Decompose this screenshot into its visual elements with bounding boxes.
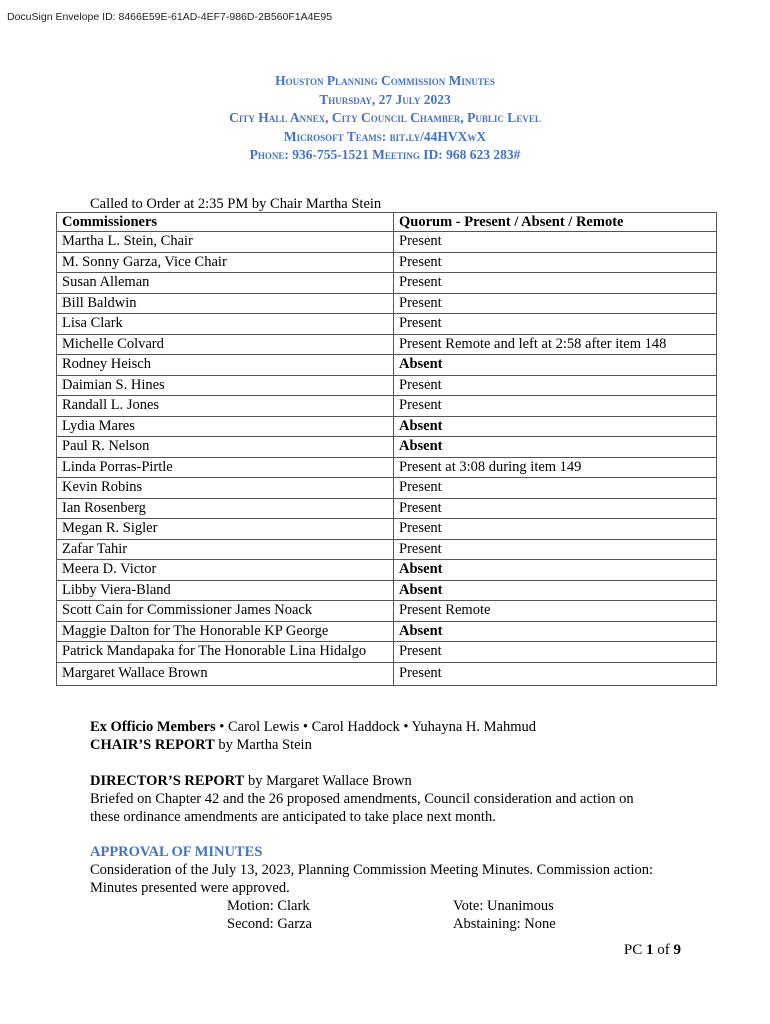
attendance-status: Present at 3:08 during item 149 bbox=[394, 457, 717, 478]
commissioner-name: Kevin Robins bbox=[57, 478, 394, 499]
table-row bbox=[57, 642, 717, 663]
attendance-status: Present bbox=[394, 232, 717, 253]
attendance-status: Present bbox=[394, 478, 717, 499]
commissioner-name: M. Sonny Garza, Vice Chair bbox=[57, 252, 394, 273]
attendance-status: Present bbox=[394, 252, 717, 273]
header-date: Thursday, 27 July 2023 bbox=[319, 91, 451, 107]
page-current: 1 bbox=[646, 942, 654, 958]
page-total: 9 bbox=[673, 942, 681, 958]
attendance-status: Present bbox=[394, 539, 717, 560]
attendance-status: Present bbox=[394, 642, 717, 663]
commissioner-name: Daimian S. Hines bbox=[57, 375, 394, 396]
table-row bbox=[57, 601, 717, 622]
commissioner-name: Lisa Clark bbox=[57, 314, 394, 335]
col-header-commissioners: Commissioners bbox=[57, 213, 394, 232]
ex-officio-members: • Carol Lewis • Carol Haddock • Yuhayna H. Mahmud bbox=[215, 719, 536, 735]
approval-title: APPROVAL OF MINUTES bbox=[90, 844, 263, 860]
chairs-report-by: by Martha Stein bbox=[214, 737, 312, 753]
table-row bbox=[57, 437, 717, 458]
attendance-status: Present bbox=[394, 396, 717, 417]
table-row bbox=[57, 314, 717, 335]
attendance-status: Present bbox=[394, 314, 717, 335]
attendance-status: Present bbox=[394, 293, 717, 314]
ex-officio-section bbox=[90, 718, 710, 754]
commissioner-name: Rodney Heisch bbox=[57, 355, 394, 376]
attendance-status: Present bbox=[394, 498, 717, 519]
document-header bbox=[0, 72, 770, 165]
directors-report-line-2: these ordinance amendments are anticipated to take place next month. bbox=[90, 809, 496, 825]
table-row bbox=[57, 355, 717, 376]
page-number bbox=[624, 942, 681, 959]
attendance-status: Absent bbox=[394, 560, 717, 581]
table-row bbox=[57, 293, 717, 314]
table-row bbox=[57, 396, 717, 417]
table-row bbox=[57, 498, 717, 519]
docusign-envelope-id: DocuSign Envelope ID: 8466E59E-61AD-4EF7-986D-2B560F1A4E95 bbox=[7, 11, 333, 23]
second: Second: Garza bbox=[227, 916, 312, 932]
table-row bbox=[57, 478, 717, 499]
table-row bbox=[57, 662, 717, 685]
directors-report-section bbox=[90, 772, 710, 826]
table-row bbox=[57, 539, 717, 560]
approval-line-1: Consideration of the July 13, 2023, Planning Commission Meeting Minutes. Commission action: bbox=[90, 862, 654, 878]
called-to-order: Called to Order at 2:35 PM by Chair Martha Stein bbox=[90, 196, 382, 212]
header-phone: Phone: 936-755-1521 Meeting ID: 968 623 283# bbox=[249, 147, 521, 162]
attendance-table bbox=[56, 212, 717, 686]
table-header-row bbox=[57, 213, 717, 232]
table-row bbox=[57, 560, 717, 581]
header-teams-link[interactable]: Microsoft Teams: bit.ly/44HVXwX bbox=[283, 128, 487, 144]
table-row bbox=[57, 232, 717, 253]
commissioner-name: Linda Porras-Pirtle bbox=[57, 457, 394, 478]
table-row bbox=[57, 252, 717, 273]
commissioner-name: Margaret Wallace Brown bbox=[57, 662, 394, 685]
attendance-status: Present bbox=[394, 662, 717, 685]
header-title: Houston Planning Commission Minutes bbox=[275, 73, 495, 88]
table-row bbox=[57, 334, 717, 355]
col-header-quorum: Quorum - Present / Absent / Remote bbox=[394, 213, 717, 232]
commissioner-name: Michelle Colvard bbox=[57, 334, 394, 355]
commissioner-name: Susan Alleman bbox=[57, 273, 394, 294]
abstaining: Abstaining: None bbox=[453, 916, 556, 932]
attendance-status: Absent bbox=[394, 355, 717, 376]
attendance-status: Absent bbox=[394, 416, 717, 437]
attendance-status: Present bbox=[394, 375, 717, 396]
approval-section bbox=[90, 843, 710, 897]
directors-report-line-1: Briefed on Chapter 42 and the 26 proposed amendments, Council consideration and action on bbox=[90, 791, 634, 807]
directors-report-by: by Margaret Wallace Brown bbox=[244, 773, 412, 789]
table-row bbox=[57, 457, 717, 478]
table-row bbox=[57, 580, 717, 601]
attendance-status: Present bbox=[394, 519, 717, 540]
motion-block bbox=[227, 897, 312, 933]
table-row bbox=[57, 416, 717, 437]
table-row bbox=[57, 273, 717, 294]
commissioner-name: Megan R. Sigler bbox=[57, 519, 394, 540]
motion: Motion: Clark bbox=[227, 898, 310, 914]
commissioner-name: Randall L. Jones bbox=[57, 396, 394, 417]
attendance-status: Present bbox=[394, 273, 717, 294]
directors-report-label: DIRECTOR’S REPORT bbox=[90, 773, 245, 789]
commissioner-name: Patrick Mandapaka for The Honorable Lina Hidalgo bbox=[57, 642, 394, 663]
table-row bbox=[57, 375, 717, 396]
table-row bbox=[57, 519, 717, 540]
commissioner-name: Maggie Dalton for The Honorable KP George bbox=[57, 621, 394, 642]
commissioner-name: Meera D. Victor bbox=[57, 560, 394, 581]
commissioner-name: Martha L. Stein, Chair bbox=[57, 232, 394, 253]
attendance-status: Absent bbox=[394, 621, 717, 642]
commissioner-name: Bill Baldwin bbox=[57, 293, 394, 314]
chairs-report-label: CHAIR’S REPORT bbox=[90, 737, 215, 753]
commissioner-name: Zafar Tahir bbox=[57, 539, 394, 560]
commissioner-name: Ian Rosenberg bbox=[57, 498, 394, 519]
attendance-status: Absent bbox=[394, 437, 717, 458]
commissioner-name: Paul R. Nelson bbox=[57, 437, 394, 458]
commissioner-name: Scott Cain for Commissioner James Noack bbox=[57, 601, 394, 622]
page-prefix: PC bbox=[623, 942, 646, 958]
page-of: of bbox=[653, 942, 674, 958]
table-row bbox=[57, 621, 717, 642]
vote-block bbox=[453, 897, 556, 933]
attendance-status: Present Remote and left at 2:58 after item 148 bbox=[394, 334, 717, 355]
vote: Vote: Unanimous bbox=[453, 898, 554, 914]
attendance-status: Absent bbox=[394, 580, 717, 601]
commissioner-name: Libby Viera-Bland bbox=[57, 580, 394, 601]
header-location: City Hall Annex, City Council Chamber, Public Level bbox=[229, 110, 541, 125]
commissioner-name: Lydia Mares bbox=[57, 416, 394, 437]
ex-officio-label: Ex Officio Members bbox=[90, 719, 216, 735]
approval-line-2: Minutes presented were approved. bbox=[90, 880, 290, 896]
attendance-status: Present Remote bbox=[394, 601, 717, 622]
